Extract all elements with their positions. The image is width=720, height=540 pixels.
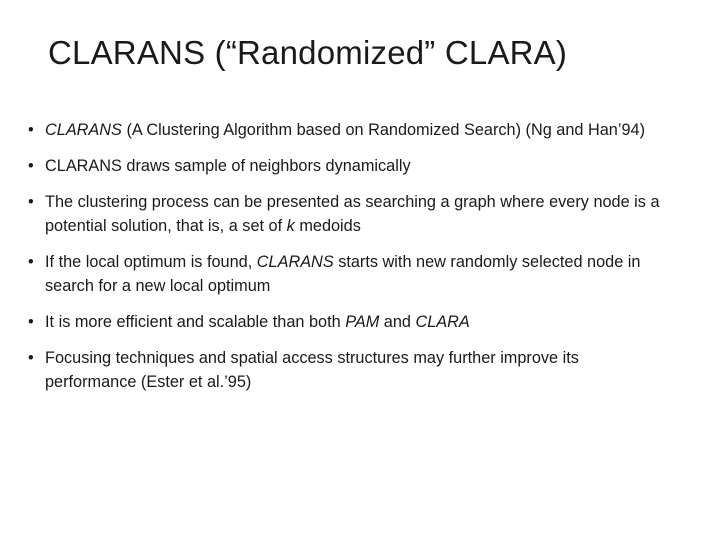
bullet-text: The clustering process can be presented as searching a graph where every node is a potential solution, that is, a set of: [45, 193, 660, 235]
bullet-text-italic: k: [286, 217, 295, 235]
bullet-text: It is more efficient and scalable than both: [45, 313, 346, 331]
bullet-item: [28, 310, 668, 334]
bullet-text-italic: CLARA: [415, 313, 470, 331]
bullet-text-italic: CLARANS: [45, 121, 122, 139]
bullet-text: medoids: [294, 217, 361, 235]
bullet-text: and: [379, 313, 416, 331]
bullet-item: [28, 154, 668, 178]
slide-title: CLARANS (“Randomized” CLARA): [48, 34, 568, 71]
bullet-text: CLARANS draws sample of neighbors dynamically: [45, 157, 411, 175]
bullet-item: [28, 190, 668, 238]
bullet-item: [28, 346, 668, 394]
bullet-text: Focusing techniques and spatial access structures may further improve its performance (Ester et al.’95): [45, 349, 579, 391]
bullet-item: [28, 250, 668, 298]
bullet-text-italic: CLARANS: [256, 253, 334, 271]
bullet-text-italic: PAM: [345, 313, 380, 331]
bullet-text: (A Clustering Algorithm based on Randomized Search) (Ng and Han’94): [121, 121, 646, 139]
bullet-text: If the local optimum is found,: [45, 253, 257, 271]
bullet-item: [28, 118, 668, 142]
bullet-list: [28, 118, 668, 406]
bullet-text: starts with new randomly selected node in search for a new local optimum: [45, 253, 641, 295]
